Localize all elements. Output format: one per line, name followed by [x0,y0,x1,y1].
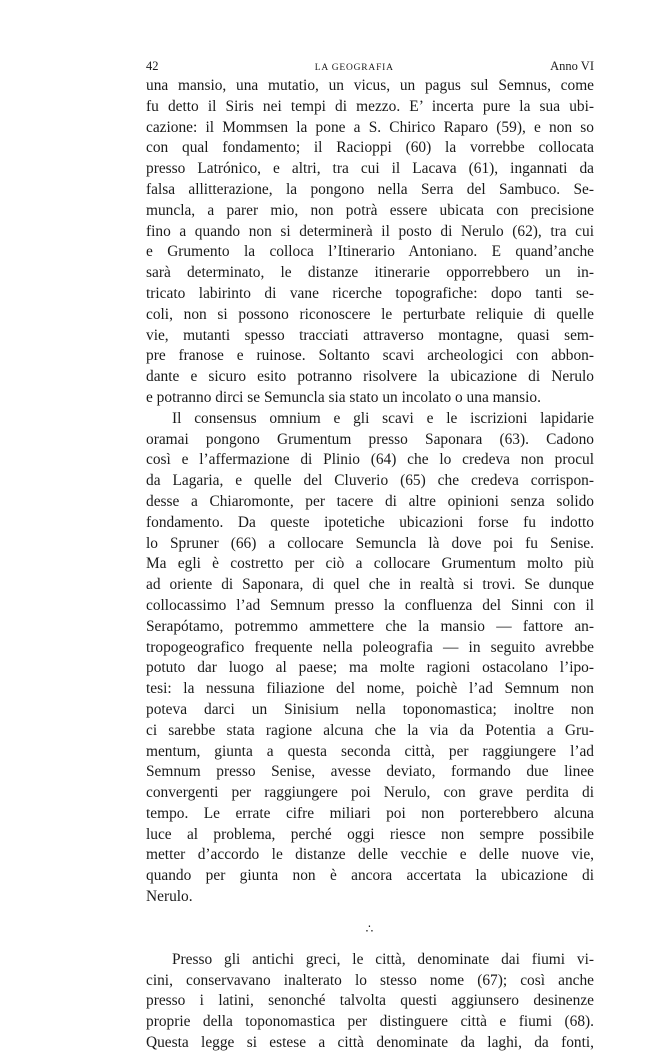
text-line: vie, mutanti spesso tracciati attraverso montagne, quasi sem- [146,326,594,344]
text-line: fino a quando non si determinerà il posto di Nerulo (62), tra cui [146,222,594,240]
text-line: sarà determinato, le distanze itinerarie opporrebbero un in- [146,264,594,282]
text-line: tempo. Le errate cifre miliari poi non porterebbero alcuna [146,804,594,822]
text-line: collocassimo l’ad Semnum presso la confluenza del Sinni con il [146,596,594,614]
text-line: Questa legge si estese a città denominate da laghi, da fonti, [146,1034,594,1052]
text-line: presso i latini, senonché talvolta questi aggiunsero desinenze [146,992,594,1010]
text-line: cini, conservavano inalterato lo stesso nome (67); così anche [146,971,594,989]
text-line: cazione: il Mommsen la pone a S. Chirico Raparo (59), e non so [146,118,594,136]
book-page [146,58,594,1054]
text-line: pre franose e ruinose. Soltanto scavi archeologici con abbon- [146,347,594,365]
text-line: desse a Chiaromonte, per tacere di altre opinioni senza solido [146,492,594,510]
text-line: falsa allitterazione, la pongono nella Serra del Sambuco. Se- [146,180,594,198]
text-line: una mansio, una mutatio, un vicus, un pagus sul Semnus, come [146,77,594,94]
text-line: coli, non si possono riconoscere le perturbate reliquie di quelle [146,305,594,323]
text-line: muncla, a parer mio, non potrà essere ubicata con precisione [146,201,594,219]
text-line: potuto dar luogo al paese; ma molte ragioni ostacolano l’ipo- [146,659,594,677]
text-line: ci sarebbe stata ragione alcuna che la via da Potentia a Gru- [146,721,594,739]
paragraph-2 [146,409,594,908]
text-line: così e l’affermazione di Plinio (64) che lo credeva non procul [146,451,594,469]
text-line: tricato labirinto di vane ricerche topografiche: dopo tanti se- [146,284,594,302]
page-header [146,58,594,76]
text-line: lo Spruner (66) a collocare Semuncla là dove poi fu Senise. [146,534,594,552]
text-line: Presso gli antichi greci, le città, denominate dai fiumi vi- [172,950,594,968]
text-line: da Lagaria, e quelle del Cluverio (65) che credeva corrispon- [146,472,594,490]
text-line: quando per giunta non è ancora accertata la ubicazione di [146,867,594,885]
text-line: convergenti per raggiungere poi Nerulo, con grave perdita di [146,784,594,802]
text-line: fondamento. Da queste ipotetiche ubicazioni forse fu indotto [146,513,594,531]
text-line: proprie della toponomastica per distinguere città e fiumi (68). [146,1013,594,1031]
text-line: tropogeografico frequente nella poleografia — in seguito avrebbe [146,638,594,656]
text-line: poteva darci un Sinisium nella toponomastica; inoltre non [146,700,594,718]
paragraph-1 [146,76,594,409]
text-line: Semnum presso Senise, avesse deviato, formando due linee [146,763,594,781]
text-line: presso Latrónico, e altri, tra cui il Lacava (61), ingannati da [146,160,594,178]
text-line: con qual fondamento; il Racioppi (60) la vorrebbe collocata [146,139,594,157]
text-line: tesi: la nessuna filiazione del nome, poichè l’ad Semnum non [146,680,594,698]
text-line: e Grumento la colloca l’Itinerario Antoniano. E quand’anche [146,243,594,261]
text-line: Serapótamo, potremmo ammettere che la mansio — fattore an- [146,617,594,635]
text-line: oramai pongono Grumentum presso Saponara (63). Cadono [146,430,594,448]
running-title: LA GEOGRAFIA [314,63,394,73]
text-line: luce al problema, perché oggi riesce non sempre possibile [146,825,594,843]
text-line: ad oriente di Saponara, di quel che in realtà si trovi. Se dunque [146,576,594,594]
text-line: e potranno dirci se Semuncla sia stato un incolato o una mansio. [146,388,541,406]
page-number: 42 [146,59,159,73]
text-line: dante e sicuro esito potranno risolvere la ubicazione di Nerulo [146,368,594,386]
text-line: metter d’accordo le distanze delle vecchie e delle nuove vie, [146,846,594,864]
section-separator: ∴ [365,921,375,936]
text-line: Ma egli è costretto per ciò a collocare Grumentum molto più [146,555,594,573]
paragraph-3 [146,950,594,1054]
text-line: fu detto il Siris nei tempi di mezzo. E’ incerta pure la sua ubi- [146,97,594,115]
text-line: mentum, giunta a questa seconda città, per raggiungere l’ad [146,742,594,760]
volume-label: Anno VI [550,59,594,73]
text-line: Nerulo. [146,888,193,906]
text-line: Il consensus omnium e gli scavi e le iscrizioni lapidarie [172,409,594,427]
